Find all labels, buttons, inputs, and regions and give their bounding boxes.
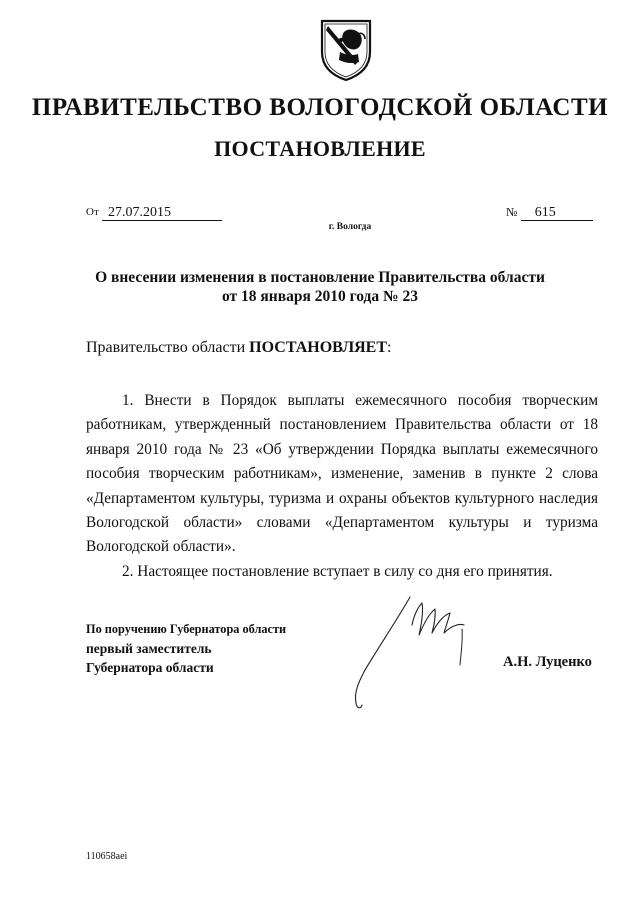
document-number-row xyxy=(506,204,593,221)
handwritten-signature-icon xyxy=(340,585,490,715)
preamble-colon: : xyxy=(387,339,392,356)
body-item-1: 1. Внести в Порядок выплаты ежемесячного пособия творческим работникам, утвержденный постановлением Правительства области от 18 января 2010 года № 23 «Об утверждении Порядка выплаты ежемесячного пособия творческим работникам», изменение, заменив в пункте 2 слова «Департаментом культуры, туризма и охраны объектов культурного наследия Вологодской области» словами «Департаментом культуры и туризма Вологодской области». xyxy=(86,392,598,556)
signature-line-3: Губернатора области xyxy=(86,660,214,675)
document-date-row xyxy=(86,204,222,221)
signature-line-1: По поручению Губернатора области xyxy=(86,622,287,636)
body-item-2: 2. Настоящее постановление вступает в силу со дня его принятия. xyxy=(122,562,553,580)
coat-of-arms-icon xyxy=(318,18,374,82)
document-date: 27.07.2015 xyxy=(102,205,222,221)
signature-block xyxy=(86,620,286,677)
subject-line-2: от 18 января 2010 года № 23 xyxy=(222,288,418,305)
number-prefix: № xyxy=(506,205,518,219)
document-type-title: ПОСТАНОВЛЕНИЕ xyxy=(214,136,426,161)
city-label: г. Вологда xyxy=(328,222,372,232)
date-prefix: От xyxy=(86,206,99,218)
document-subject xyxy=(60,268,580,306)
document-number: 615 xyxy=(521,205,593,221)
organization-title: ПРАВИТЕЛЬСТВО ВОЛОГОДСКОЙ ОБЛАСТИ xyxy=(31,94,609,121)
preamble xyxy=(86,339,391,357)
document-code: 110658aei xyxy=(86,851,128,862)
preamble-verb: ПОСТАНОВЛЯЕТ xyxy=(249,339,388,356)
subject-line-1: О внесении изменения в постановление Правительства области xyxy=(95,269,545,286)
signature-line-2: первый заместитель xyxy=(86,641,212,656)
document-body xyxy=(86,389,598,584)
preamble-lead: Правительство области xyxy=(86,339,246,356)
signer-name: А.Н. Луценко xyxy=(503,654,592,670)
